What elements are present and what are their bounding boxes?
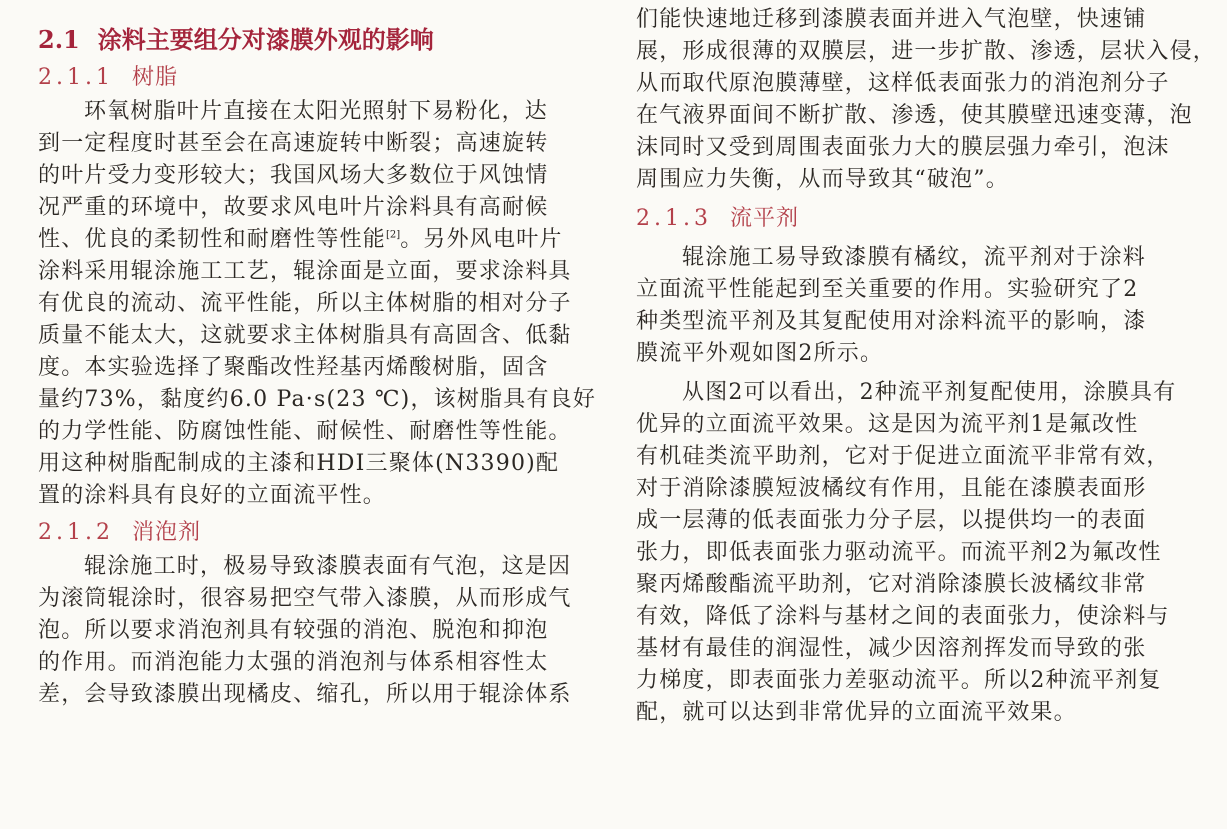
paragraph-leveling-1: [636, 242, 1192, 370]
text-line: 基材有最佳的润湿性，减少因溶剂挥发而导致的张: [636, 636, 1147, 661]
text-line: 质量不能太大，这就要求主体树脂具有高固含、低黏: [38, 323, 572, 348]
paragraph-leveling-2: [636, 377, 1192, 729]
text-line: 聚丙烯酸酯流平助剂，它对消除漆膜长波橘纹非常: [636, 572, 1147, 597]
reference-marker: [2]: [386, 229, 401, 241]
text-line: 膜流平外观如图2所示。: [636, 341, 884, 366]
text-line: 有机硅类流平助剂，它对于促进立面流平非常有效，: [636, 444, 1170, 469]
text-line: 对于消除漆膜短波橘纹有作用，且能在漆膜表面形: [636, 476, 1147, 501]
text-line: 的作用。而消泡能力太强的消泡剂与体系相容性太: [38, 650, 549, 675]
text-line: 泡。所以要求消泡剂具有较强的消泡、脱泡和抑泡: [38, 618, 549, 643]
subsection-heading-defoamer: [38, 515, 588, 551]
text-line: 配，就可以达到非常优异的立面流平效果。: [636, 700, 1077, 725]
text-line: 有效，降低了涂料与基材之间的表面张力，使涂料与: [636, 604, 1170, 629]
subsection-title: 消泡剂: [131, 520, 201, 545]
text-line: 力梯度，即表面张力差驱动流平。所以2种流平剂复: [636, 668, 1162, 693]
subsection-title: 树脂: [131, 65, 178, 90]
subsection-title: 流平剂: [729, 206, 799, 231]
text-line: 展，形成很薄的双膜层，进一步扩散、渗透，层状入侵，: [636, 39, 1217, 64]
text-line: 周围应力失衡，从而导致其“破泡”。: [636, 167, 1009, 192]
subsection-number: 2.1.1: [38, 65, 114, 90]
subsection-number: 2.1.3: [636, 206, 712, 231]
text-line: 张力，即低表面张力驱动流平。而流平剂2为氟改性: [636, 540, 1162, 565]
paragraph-resin: [38, 96, 597, 512]
text-line: 到一定程度时甚至会在高速旋转中断裂；高速旋转: [38, 131, 549, 156]
text-line: 从图2可以看出，2种流平剂复配使用，涂膜具有: [682, 380, 1177, 405]
text-line: 为滚筒辊涂时，很容易把空气带入漆膜，从而形成气: [38, 586, 572, 611]
text-line: 辊涂施工时，极易导致漆膜表面有气泡，这是因: [84, 554, 572, 579]
text-line: [38, 224, 588, 256]
section-number: 2.1: [38, 25, 80, 54]
section-title: 涂料主要组分对漆膜外观的影响: [97, 25, 434, 54]
text-line: 在气液界面间不断扩散、渗透，使其膜壁迅速变薄，泡: [636, 103, 1193, 128]
text-line: 成一层薄的低表面张力分子层，以提供均一的表面: [636, 508, 1147, 533]
text-line: 的力学性能、防腐蚀性能、耐候性、耐磨性等性能。: [38, 419, 572, 444]
left-column: [38, 0, 597, 711]
text-line: 沫同时又受到周围表面张力大的膜层强力牵引，泡沫: [636, 135, 1170, 160]
text-line: 辊涂施工易导致漆膜有橘纹，流平剂对于涂料: [682, 245, 1147, 270]
text-line: 的叶片受力变形较大；我国风场大多数位于风蚀情: [38, 163, 549, 188]
text-segment: 性、优良的柔韧性和耐磨性等性能: [38, 227, 387, 252]
text-line: 有优良的流动、流平性能，所以主体树脂的相对分子: [38, 291, 572, 316]
text-line: 优异的立面流平效果。这是因为流平剂1是氟改性: [636, 412, 1139, 437]
text-line: 度。本实验选择了聚酯改性羟基丙烯酸树脂，固含: [38, 355, 549, 380]
text-line: 们能快速地迁移到漆膜表面并进入气泡壁，快速铺: [636, 7, 1147, 32]
text-line: 差，会导致漆膜出现橘皮、缩孔，所以用于辊涂体系: [38, 682, 572, 707]
subsection-number: 2.1.2: [38, 520, 114, 545]
text-line: 涂料采用辊涂施工工艺，辊涂面是立面，要求涂料具: [38, 259, 572, 284]
text-line: 用这种树脂配制成的主漆和HDI三聚体(N3390)配: [38, 451, 560, 476]
text-line: 环氧树脂叶片直接在太阳光照射下易粉化，达: [84, 99, 549, 124]
text-line: 况严重的环境中，故要求风电叶片涂料具有高耐候: [38, 195, 549, 220]
text-line: 置的涂料具有良好的立面流平性。: [38, 483, 387, 508]
subsection-heading-resin: [38, 60, 588, 96]
section-heading: [38, 22, 588, 58]
subsection-heading-leveling: [636, 201, 1192, 237]
text-line: 立面流平性能起到至关重要的作用。实验研究了2: [636, 277, 1139, 302]
text-line: 从而取代原泡膜薄壁，这样低表面张力的消泡剂分子: [636, 71, 1170, 96]
text-line: 种类型流平剂及其复配使用对涂料流平的影响，漆: [636, 309, 1147, 334]
right-column: [636, 4, 1217, 729]
text-line: 量约73%，黏度约6.0 Pa·s(23 ℃)，该树脂具有良好: [38, 387, 597, 412]
text-segment: 。另外风电叶片: [400, 227, 563, 252]
paragraph-defoamer: [38, 551, 588, 711]
paragraph-defoamer-continued: [636, 4, 1217, 196]
